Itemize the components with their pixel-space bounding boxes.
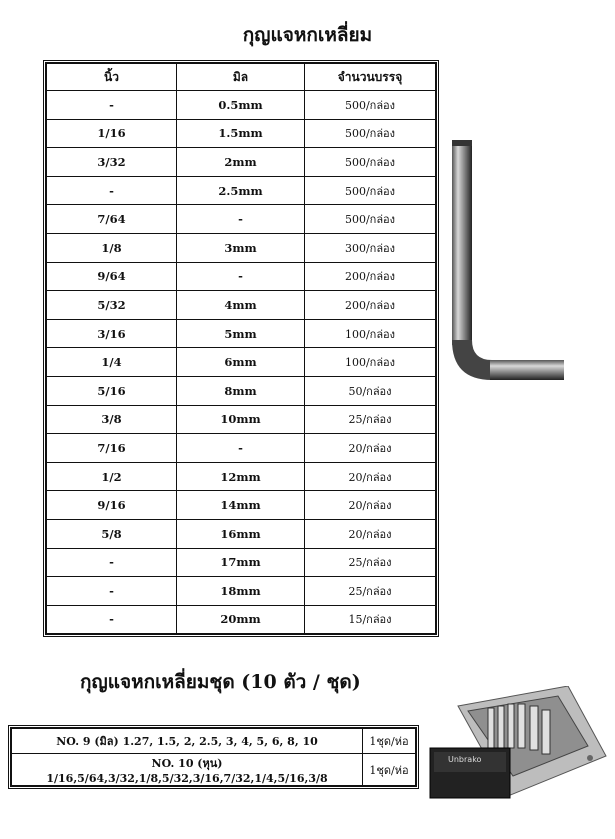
inch-cell: - [47, 91, 177, 120]
set-title: กุญแจหกเหลี่ยมชุด (10 ตัว / ชุด) [80, 671, 361, 693]
mm-cell: - [177, 262, 305, 291]
quantity-cell: 300/กล่อง [305, 233, 436, 262]
inch-cell: 9/64 [47, 262, 177, 291]
quantity-cell: 20/กล่อง [305, 491, 436, 520]
inch-cell: 1/8 [47, 233, 177, 262]
header-mm: มิล [177, 64, 305, 91]
quantity-cell: 15/กล่อง [305, 605, 436, 634]
inch-cell: 3/8 [47, 405, 177, 434]
inch-cell: 3/32 [47, 148, 177, 177]
quantity-cell: 500/กล่อง [305, 176, 436, 205]
inch-cell: 7/16 [47, 434, 177, 463]
inch-cell: - [47, 605, 177, 634]
inch-cell: - [47, 548, 177, 577]
mm-cell: 18mm [177, 577, 305, 606]
quantity-cell: 500/กล่อง [305, 91, 436, 120]
table-row [47, 205, 436, 234]
table-row [47, 605, 436, 634]
header-quantity: จำนวนบรรจุ [305, 64, 436, 91]
table-row [47, 519, 436, 548]
quantity-cell: 100/กล่อง [305, 319, 436, 348]
mm-cell: 14mm [177, 491, 305, 520]
set-row [12, 729, 416, 754]
inch-cell: 3/16 [47, 319, 177, 348]
quantity-cell: 100/กล่อง [305, 348, 436, 377]
quantity-cell: 25/กล่อง [305, 577, 436, 606]
table-row [47, 491, 436, 520]
mm-cell: 3mm [177, 233, 305, 262]
table-row [47, 434, 436, 463]
set-description: NO. 9 (มิล) 1.27, 1.5, 2, 2.5, 3, 4, 5, 6, 8, 10 [12, 729, 363, 754]
table-row [47, 291, 436, 320]
mm-cell: 16mm [177, 519, 305, 548]
quantity-cell: 50/กล่อง [305, 376, 436, 405]
mm-cell: 6mm [177, 348, 305, 377]
table-row [47, 405, 436, 434]
table-row [47, 262, 436, 291]
table-row [47, 462, 436, 491]
table-row [47, 376, 436, 405]
mm-cell: 20mm [177, 605, 305, 634]
page-title: กุญแจหกเหลี่ยม [242, 24, 373, 46]
mm-cell: 1.5mm [177, 119, 305, 148]
quantity-cell: 20/กล่อง [305, 462, 436, 491]
inch-cell: 5/8 [47, 519, 177, 548]
table-row [47, 148, 436, 177]
mm-cell: 5mm [177, 319, 305, 348]
table-row [47, 119, 436, 148]
table-row [47, 348, 436, 377]
inch-cell: 5/32 [47, 291, 177, 320]
quantity-cell: 200/กล่อง [305, 262, 436, 291]
table-row [47, 319, 436, 348]
mm-cell: 0.5mm [177, 91, 305, 120]
mm-cell: 2.5mm [177, 176, 305, 205]
quantity-cell: 200/กล่อง [305, 291, 436, 320]
inch-cell: 1/2 [47, 462, 177, 491]
inch-cell: 1/16 [47, 119, 177, 148]
hex-key-table [43, 60, 439, 637]
mm-cell: 8mm [177, 376, 305, 405]
hex-key-image [446, 140, 566, 385]
set-description: NO. 10 (หุน) 1/16,5/64,3/32,1/8,5/32,3/16,7/32,1/4,5/16,3/8 [12, 754, 363, 786]
quantity-cell: 20/กล่อง [305, 434, 436, 463]
set-pack: 1ชุด/ห่อ [363, 729, 416, 754]
mm-cell: 10mm [177, 405, 305, 434]
mm-cell: 2mm [177, 148, 305, 177]
table-header-row [47, 64, 436, 91]
table-row [47, 577, 436, 606]
inch-cell: 9/16 [47, 491, 177, 520]
mm-cell: 17mm [177, 548, 305, 577]
table-row [47, 548, 436, 577]
inch-cell: - [47, 577, 177, 606]
quantity-cell: 25/กล่อง [305, 548, 436, 577]
hex-key-set-table [8, 725, 419, 789]
table-row [47, 91, 436, 120]
header-inch: นิ้ว [47, 64, 177, 91]
set-image-brand: Unbrako [448, 755, 482, 764]
mm-cell: 12mm [177, 462, 305, 491]
table-row [47, 233, 436, 262]
quantity-cell: 20/กล่อง [305, 519, 436, 548]
inch-cell: - [47, 176, 177, 205]
hex-key-set-image [418, 686, 610, 804]
set-pack: 1ชุด/ห่อ [363, 754, 416, 786]
quantity-cell: 500/กล่อง [305, 148, 436, 177]
set-row [12, 754, 416, 786]
inch-cell: 5/16 [47, 376, 177, 405]
inch-cell: 7/64 [47, 205, 177, 234]
mm-cell: - [177, 434, 305, 463]
quantity-cell: 25/กล่อง [305, 405, 436, 434]
mm-cell: 4mm [177, 291, 305, 320]
quantity-cell: 500/กล่อง [305, 205, 436, 234]
mm-cell: - [177, 205, 305, 234]
quantity-cell: 500/กล่อง [305, 119, 436, 148]
inch-cell: 1/4 [47, 348, 177, 377]
table-row [47, 176, 436, 205]
